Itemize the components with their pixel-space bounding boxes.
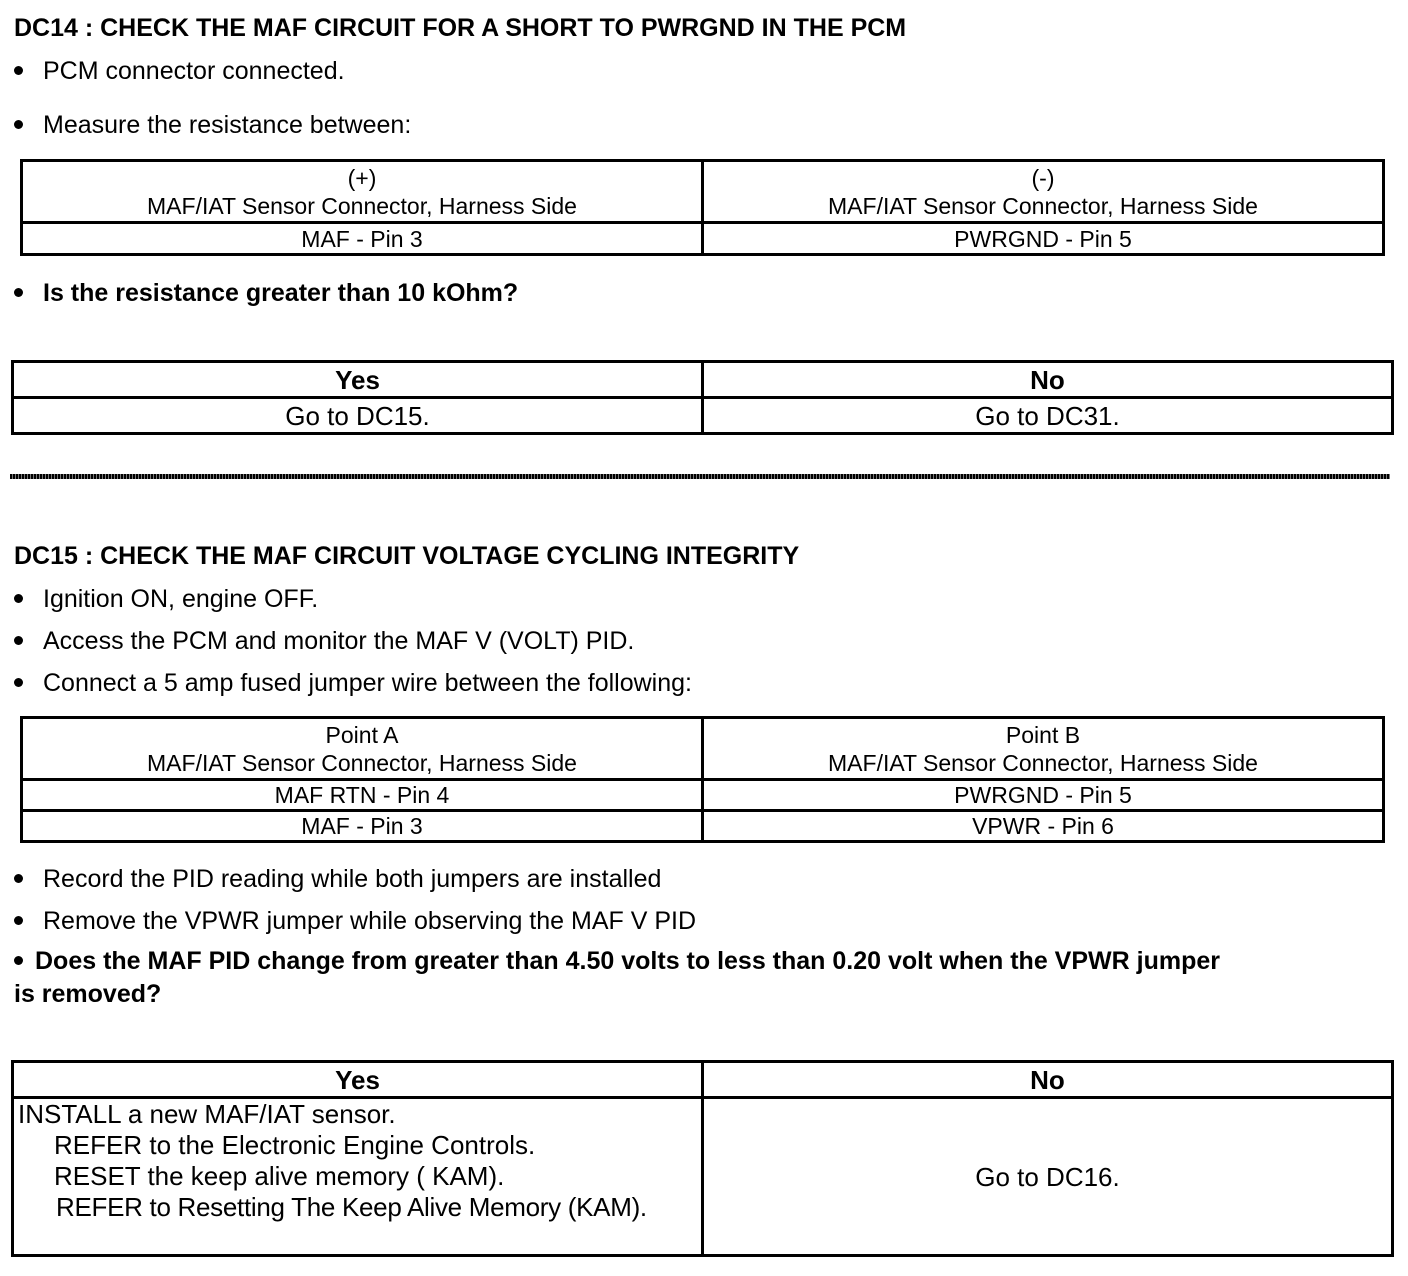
dc15-question-line-1: Does the MAF PID change from greater than 4.50 volts to less than 0.20 volt when the VPWR jumper — [14, 947, 1220, 976]
table-header-cell: Point B MAF/IAT Sensor Connector, Harness Side — [703, 718, 1384, 780]
dc14-title: DC14 : CHECK THE MAF CIRCUIT FOR A SHORT TO PWRGND IN THE PCM — [14, 14, 907, 42]
dc14-measurement-table — [20, 159, 1385, 256]
table-header-cell: (+) MAF/IAT Sensor Connector, Harness Side — [22, 161, 703, 223]
bullet-icon — [14, 678, 23, 687]
table-cell: PWRGND - Pin 5 — [703, 780, 1384, 811]
table-header-cell: (-) MAF/IAT Sensor Connector, Harness Side — [703, 161, 1384, 223]
dc15-step-3: Connect a 5 amp fused jumper wire between the following: — [14, 669, 692, 698]
dc15-title: DC15 : CHECK THE MAF CIRCUIT VOLTAGE CYCLING INTEGRITY — [14, 542, 800, 570]
table-header-cell: Point A MAF/IAT Sensor Connector, Harness Side — [22, 718, 703, 780]
yes-action: INSTALL a new MAF/IAT sensor. REFER to the Electronic Engine Controls. RESET the keep alive memory ( KAM). REFER to Resetting The Keep Alive Memory (KAM). — [13, 1098, 703, 1256]
table-cell: MAF - Pin 3 — [22, 811, 703, 842]
table-cell: MAF RTN - Pin 4 — [22, 780, 703, 811]
yes-action: Go to DC15. — [13, 398, 703, 434]
bullet-icon — [14, 594, 23, 603]
yes-header: Yes — [13, 362, 703, 398]
no-header: No — [703, 1062, 1393, 1098]
dc15-question-line-2: is removed? — [14, 980, 162, 1008]
yes-header: Yes — [13, 1062, 703, 1098]
no-header: No — [703, 362, 1393, 398]
bullet-icon — [14, 636, 23, 645]
bullet-icon — [14, 120, 23, 129]
table-cell: MAF - Pin 3 — [22, 223, 703, 255]
dc15-step-4: Record the PID reading while both jumpers are installed — [14, 865, 661, 894]
dc14-step-2: Measure the resistance between: — [14, 111, 411, 140]
bullet-icon — [14, 916, 23, 925]
table-cell: VPWR - Pin 6 — [703, 811, 1384, 842]
no-action: Go to DC16. — [703, 1098, 1393, 1256]
dc15-step-1: Ignition ON, engine OFF. — [14, 585, 318, 614]
bullet-icon — [14, 874, 23, 883]
bullet-icon — [14, 956, 23, 965]
table-cell: PWRGND - Pin 5 — [703, 223, 1384, 255]
dc15-step-5: Remove the VPWR jumper while observing the MAF V PID — [14, 907, 696, 936]
dc15-jumper-table — [20, 716, 1385, 843]
bullet-icon — [14, 66, 23, 75]
dc15-step-2: Access the PCM and monitor the MAF V (VOLT) PID. — [14, 627, 634, 656]
dc14-result-table — [11, 360, 1394, 435]
bullet-icon — [14, 288, 23, 297]
dc15-result-table — [11, 1060, 1394, 1257]
no-action: Go to DC31. — [703, 398, 1393, 434]
dc14-question: Is the resistance greater than 10 kOhm? — [14, 279, 518, 308]
section-divider — [10, 474, 1390, 479]
dc14-step-1: PCM connector connected. — [14, 57, 345, 86]
